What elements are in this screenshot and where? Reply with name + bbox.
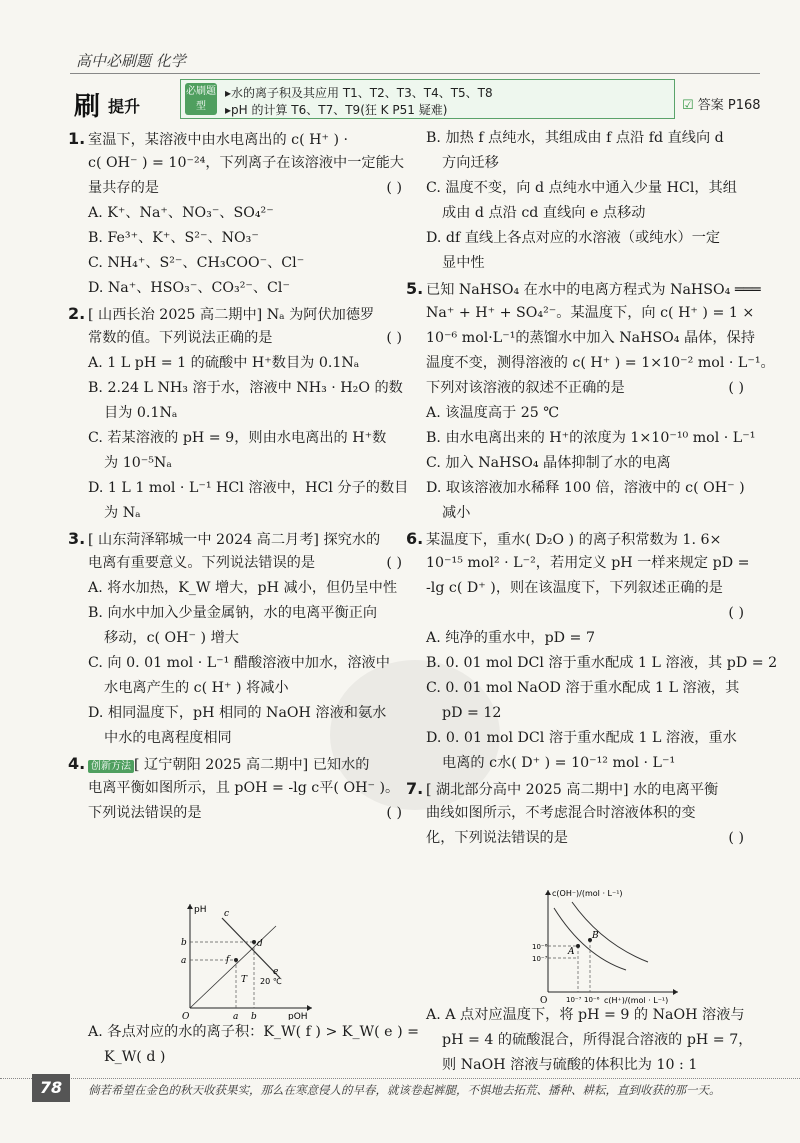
line-text: B. 加热 f 点纯水，其组成由 f 点沿 fd 直线向 d [426,130,724,146]
line-text: B. 由水电离出来的 H⁺的浓度为 1×10⁻¹⁰ mol · L⁻¹ [426,430,756,446]
line-text: A. K⁺、Na⁺、NO₃⁻、SO₄²⁻ [88,205,274,221]
graph1-xtick-b: b [251,1012,257,1020]
line-text: 电离平衡如图所示，且 pOH = -lg c平( OH⁻ )。 [88,780,400,796]
text-line [88,176,414,201]
option-line [426,676,756,701]
line-text: 10⁻¹⁵ mol² · L⁻²，若用定义 pH 一样来规定 pD = [426,555,750,571]
graph2-ytick-2: 10⁻⁷ [532,955,548,963]
topic-line-1: ▸水的离子积及其应用 T1、T2、T3、T4、T5、T8 [225,86,493,100]
text-line [426,351,775,376]
line-text: -lg c( D⁺ )，则在该温度下，下列叙述正确的是 [426,580,723,596]
option-line [88,276,414,301]
line-text: B. 向水中加入少量金属钠，水的电离平衡正向 [88,605,378,621]
graph-ph-poh [176,900,316,1020]
line-text: 显中性 [442,255,485,271]
method-tag: 创新方法 [88,760,134,773]
option-line [426,451,756,476]
line-text: 常数的值。下列说法正确的是 [88,330,273,346]
line-text: B. 0. 01 mol DCl 溶于重水配成 1 L 溶液，其 pD = 2 [426,655,778,671]
line-text: [ 山东菏泽郓城一中 2024 高二月考] 探究水的 [88,532,381,548]
text-line [426,801,756,826]
graph1-origin: O [182,1012,190,1020]
topic-box [180,79,675,119]
option-line [426,426,756,451]
question-number: 2. [68,304,86,323]
line-text: 中水的电离程度相同 [104,730,232,746]
line-text: 某温度下，重水( D₂O ) 的离子积常数为 1. 6× [426,532,722,548]
answer-paren: ( ) [728,380,744,396]
text-line [426,1028,756,1053]
text-line [426,701,756,726]
graph2-point-a: A [568,947,575,957]
line-text: [ 湖北部分高中 2025 高二期中] 水的电离平衡 [426,782,719,798]
text-line [426,751,756,776]
line-text: B. 2.24 L NH₃ 溶于水，溶液中 NH₃ · H₂O 的数 [88,380,403,396]
answer-paren: ( ) [386,805,402,821]
left-column [68,126,414,826]
text-line [88,626,414,651]
line-text: C. NH₄⁺、S²⁻、CH₃COO⁻、Cl⁻ [88,255,305,271]
graph2-ytick-1: 10⁻⁶ [532,943,548,951]
line-text: pD = 12 [442,705,502,721]
option-line [88,651,414,676]
question-line [68,301,414,326]
option-line [88,1020,420,1045]
text-line [426,826,756,851]
text-line [88,776,414,801]
option-line [426,401,756,426]
option-line [88,701,414,726]
option-line [426,1003,756,1028]
line-text: 为 10⁻⁵Nₐ [104,455,172,471]
line-text: A. A 点对应温度下，将 pH = 9 的 NaOH 溶液与 [426,1007,745,1023]
line-text: 下列说法错误的是 [88,805,202,821]
graph2-xtick-1: 10⁻⁷ [566,996,582,1004]
graph1-temp-label: 20 ℃ [260,977,282,986]
line-text: 电离有重要意义。下列说法错误的是 [88,555,316,571]
line-text: c( OH⁻ ) = 10⁻²⁴，下列离子在该溶液中一定能大 [88,155,404,171]
option-line [88,576,414,601]
line-text: 方向迁移 [442,155,499,171]
line-text: D. 1 L 1 mol · L⁻¹ HCl 溶液中，HCl 分子的数目 [88,480,409,496]
line-text: B. Fe³⁺、K⁺、S²⁻、NO₃⁻ [88,230,259,246]
text-line [426,601,756,626]
text-line [426,551,756,576]
line-text: 水电离产生的 c( H⁺ ) 将减小 [104,680,289,696]
footer-motto: 倘若希望在金色的秋天收获果实，那么在寒意侵人的早春，就该卷起裤腿，不惧地去拓荒、播种、耕耘，直到收获的那一天。 [88,1083,721,1097]
topic-tag: 必刷题型 [185,83,217,115]
graph1-point-c: c [224,909,230,919]
text-line [426,376,756,401]
line-text: 化，下列说法错误的是 [426,830,568,846]
question-line [406,526,756,551]
graph1-x-label: pOH [288,1012,308,1020]
brush-main-char: 刷 [74,92,101,122]
line-text: A. 1 L pH = 1 的硫酸中 H⁺数目为 0.1Nₐ [88,355,360,371]
line-text: A. 该温度高于 25 ℃ [426,405,560,421]
line-text: pH = 4 的硫酸混合，所得混合溶液的 pH = 7， [442,1032,753,1048]
page-number: 78 [32,1074,70,1102]
question-number: 7. [406,779,424,798]
line-text: 电离的 c水( D⁺ ) = 10⁻¹² mol · L⁻¹ [442,755,676,771]
text-line [426,326,756,351]
graph2-xtick-2: 10⁻⁶ [584,996,600,1004]
right-column-tail [426,1003,756,1078]
topic-line-2: ▸pH 的计算 T6、T7、T9(狂 K P51 疑难) [225,103,448,117]
text-line [88,326,414,351]
graph1-ytick-b: b [181,938,187,948]
graph1-ytick-a: a [181,956,187,966]
line-text: D. df 直线上各点对应的水溶液（或纯水）一定 [426,230,721,246]
text-line [426,501,756,526]
brush-sub-text: 提升 [108,97,141,116]
line-text: 为 Nₐ [104,505,141,521]
question-line [406,776,756,801]
question-number: 4. [68,754,86,773]
text-line [426,301,756,326]
text-line [426,201,756,226]
line-text: 10⁻⁶ mol·L⁻¹的蒸馏水中加入 NaHSO₄ 晶体，保持 [426,330,755,346]
graph2-y-label: c(OH⁻)/(mol · L⁻¹) [552,889,623,898]
check-icon: ☑ [682,98,694,113]
line-text: 则 NaOH 溶液与硫酸的体积比为 10 : 1 [442,1057,698,1073]
answer-paren: ( ) [386,330,402,346]
line-text: [ 山西长治 2025 高二期中] Nₐ 为阿伏加德罗 [88,307,375,323]
question-number: 6. [406,529,424,548]
graph1-y-label: pH [194,905,207,915]
line-text: 室温下，某溶液中由水电离出的 c( H⁺ ) · [88,132,349,148]
option-line [426,176,756,201]
text-line [88,1045,414,1070]
line-text: D. 取该溶液加水稀释 100 倍，溶液中的 c( OH⁻ ) [426,480,745,496]
line-text: 成由 d 点沿 cd 直线向 e 点移动 [442,205,646,221]
option-line [88,351,414,376]
line-text: Na⁺ + H⁺ + SO₄²⁻。某温度下，向 c( H⁺ ) = 1 × [426,305,755,321]
graph1-point-e: e [273,967,279,977]
answer-paren: ( ) [386,180,402,196]
line-text: 已知 NaHSO₄ 在水中的电离方程式为 NaHSO₄ ═══ [426,282,761,298]
graph-water-ionization [532,884,682,1004]
option-line [88,251,414,276]
line-text: 减小 [442,505,471,521]
line-text: 温度不变，测得溶液的 c( H⁺ ) = 1×10⁻² mol · L⁻¹。 [426,355,775,371]
line-text: C. 加入 NaHSO₄ 晶体抑制了水的电离 [426,455,671,471]
book-title: 高中必刷题 化学 [76,52,186,70]
option-line [88,426,414,451]
brush-logo [74,84,174,120]
answer-ref-text: 答案 P168 [697,98,761,113]
question-line [406,276,761,301]
option-line [426,226,756,251]
text-line [88,801,414,826]
line-text: A. 纯净的重水中，pD = 7 [426,630,595,646]
answer-paren: ( ) [728,605,744,621]
answer-reference [682,94,761,113]
line-text: C. 若某溶液的 pH = 9，则由水电离出的 H⁺数 [88,430,387,446]
question-number: 1. [68,129,86,148]
option-line [426,476,756,501]
question-number: 3. [68,529,86,548]
header-divider [70,73,760,74]
line-text: D. Na⁺、HSO₃⁻、CO₃²⁻、Cl⁻ [88,280,290,296]
line-text: K_W( d ) [104,1049,166,1065]
line-text: 下列对该溶液的叙述不正确的是 [426,380,625,396]
right-column [406,126,778,851]
question-number: 5. [406,279,424,298]
option-line [426,726,756,751]
option-line [88,376,414,401]
text-line [88,151,414,176]
line-text: D. 0. 01 mol DCl 溶于重水配成 1 L 溶液，重水 [426,730,737,746]
line-text: D. 相同温度下，pH 相同的 NaOH 溶液和氨水 [88,705,387,721]
left-column-tail [88,1020,420,1070]
text-line [426,576,756,601]
footer-divider [0,1078,800,1079]
line-text: [ 辽宁朝阳 2025 高二期中] 已知水的 [134,757,370,773]
text-line [88,451,414,476]
option-line [88,476,414,501]
line-text: C. 0. 01 mol NaOD 溶于重水配成 1 L 溶液，其 [426,680,740,696]
graph1-t-label: T [241,975,248,985]
question-line [68,126,414,151]
line-text: 目为 0.1Nₐ [104,405,178,421]
graph1-xtick-a: a [233,1012,239,1020]
graph2-x-label: c(H⁺)/(mol · L⁻¹) [604,996,669,1004]
option-line [88,601,414,626]
question-line [68,751,414,776]
option-line [426,126,756,151]
graph1-point-f: f [226,955,230,965]
text-line [88,551,414,576]
line-text: A. 各点对应的水的离子积：K_W( f ) > K_W( e ) = [88,1024,420,1040]
option-line [88,201,414,226]
text-line [426,251,756,276]
answer-paren: ( ) [728,830,744,846]
text-line [426,151,756,176]
question-line [68,526,414,551]
text-line [88,501,414,526]
line-text: 量共存的是 [88,180,159,196]
graph1-point-d: d [257,939,263,949]
graph2-origin: O [540,996,548,1004]
line-text: A. 将水加热，K_W 增大，pH 减小，但仍呈中性 [88,580,398,596]
line-text: C. 温度不变，向 d 点纯水中通入少量 HCl，其组 [426,180,737,196]
answer-paren: ( ) [386,555,402,571]
line-text: 移动，c( OH⁻ ) 增大 [104,630,239,646]
option-line [426,626,756,651]
text-line [88,401,414,426]
line-text: C. 向 0. 01 mol · L⁻¹ 醋酸溶液中加水，溶液中 [88,655,390,671]
text-line [88,676,414,701]
text-line [426,1053,756,1078]
option-line [426,651,778,676]
text-line [88,726,414,751]
graph2-point-b: B [592,931,599,941]
line-text: 曲线如图所示，不考虑混合时溶液体积的变 [426,805,696,821]
option-line [88,226,414,251]
